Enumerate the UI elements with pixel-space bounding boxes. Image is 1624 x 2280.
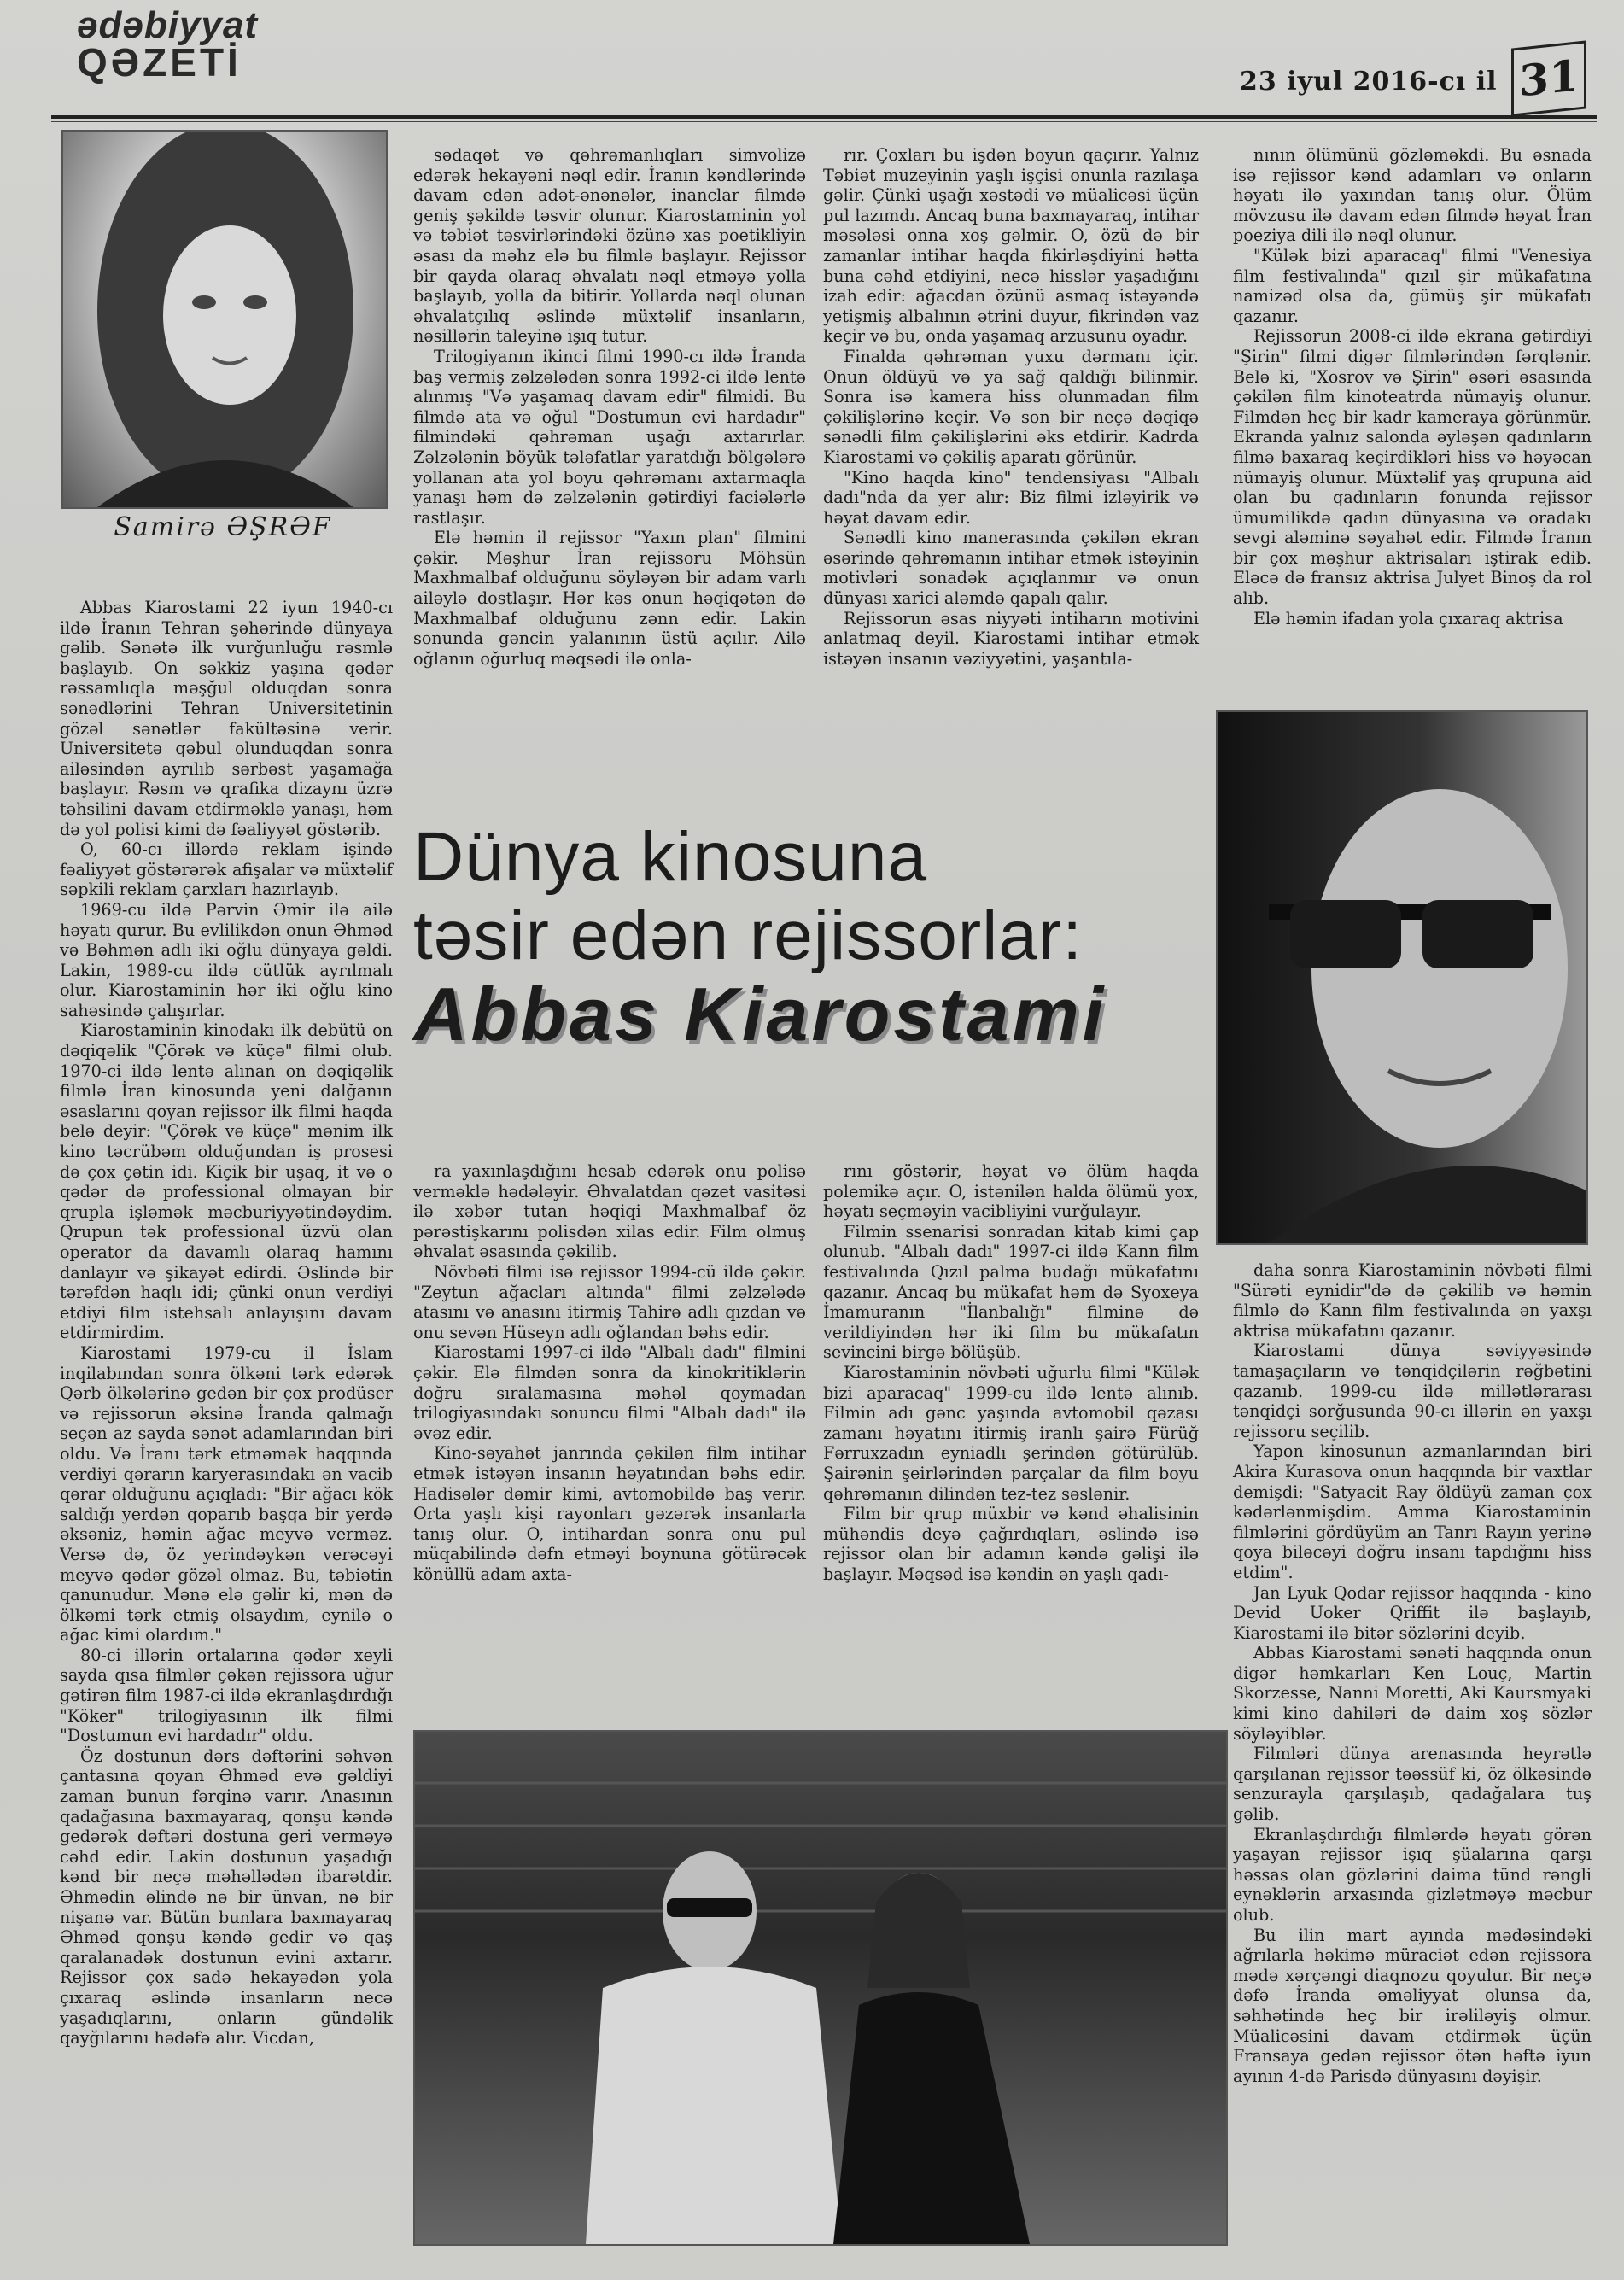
paragraph: rır. Çoxları bu işdən boyun qaçırır. Yalnız Təbiət muzeyinin yaşlı işçisi onunla razılaşa gəlir. Çünki uşağı xəstədi və müalicəsi üçün pul lazımdı. Ancaq buna baxmayaraq, intihar məsələsi onna xoş gəlmir. O, özü də bir zamanlar intihar haqda fikirləşdiyini hətta buna cəhd etdiyini, necə hisslər yaşadığını izah edir: ağacdan özünü asmaq istəyəndə yetişmiş albalının ətrini duyur, fikrindən vaz keçir və bu, onda yaşamaq arzusunu oyadır. <box>823 145 1199 347</box>
paragraph: "Külək bizi aparacaq" filmi "Venesiya film festivalında" qızıl şir mükafatına namizəd olsa da, gümüş şir mükafatı qazanır. <box>1233 245 1592 326</box>
paragraph: Elə həmin ifadan yola çıxaraq aktrisa <box>1253 608 1563 628</box>
paragraph: Ekranlaşdırdığı filmlərdə həyatı görən yaşayan rejissor işıq şüalarına qarşı həssas olan gözlərini daima tünd rəngli eynəklərin arxasında gizlətməyə məcbur olub. <box>1233 1824 1592 1925</box>
author-portrait-photo <box>61 130 388 509</box>
article-column-3-bottom <box>823 1161 1199 1584</box>
paragraph: Rejissorun 2008-ci ildə ekrana gətirdiyi "Şirin" filmi digər filmlərindən fərqlənir. Belə ki, "Xosrov və Şirin" əsəri əsasında çəkilən film kinoteatrda nümayiş olunur. Filmdən heç bir kadr kameraya görünmür. Ekranda yalnız salonda əyləşən qadınların filmə baxaraq keçirdikləri hiss və həyəcan nümayiş olunur. Müxtəlif yaş qrupuna aid olan bu qadınların fonunda rejissor ümumilikdə qadın dünyasına və oradakı sevgi aləminə səyahət edir. Filmdə İranın bir çox məşhur aktrisaları iştirak edib. Eləcə də fransız aktrisa Julyet Binoş da rol alıb. <box>1233 326 1592 609</box>
paragraph: ra yaxınlaşdığını hesab edərək onu polisə verməklə hədələyir. Əhvalatdan qəzet vasitəsi ilə xəbər tutan həqiqi Maxhmalbaf öz pərəstişkarını polisdən xilas edir. Film olmuş əhvalat əsasında çəkilib. <box>413 1161 806 1262</box>
paragraph: Öz dostunun dərs dəftərini səhvən çantasına qoyan Əhməd evə gəldiyi zaman bunun fərqinə varır. Anasının qadağasına baxmayaraq, qonşu kəndə gedərək dəftəri dostuna geri verməyə cəhd edir. Lakin dostunun yaşadığı kənd bir neçə məhəllədən ibarətdir. Əhmədin əlində nə bir ünvan, nə bir nişanə var. Bütün bunlara baxmayaraq Əhməd qonşu kəndə gedir və qaş qaralanadək dostunun evini axtarır. Rejissor çox sadə hekayədən yola çıxaraq əslində insanların necə yaşadıqlarını, onların gündəlik qayğılarını hədəfə alır. Vicdan, <box>60 1745 393 2049</box>
paragraph: Trilogiyanın ikinci filmi 1990-cı ildə İranda baş vermiş zəlzələdən sonra 1992-ci ildə lentə alınmış "Və yaşamaq davam edir" filmidi. Bu filmdə ata və oğul "Dostumun evi hardadır" filmindəki qəhrəman uşağı axtarırlar. Zəlzələnin böyük tələfatlar yaratdığı bölgələrə yollanan ata yol boyu qəhrəmanı axtarmaqla yanaşı həm də zəlzələnin gətirdiyi faciələrlə rastlaşır. <box>413 346 806 528</box>
paragraph: Yapon kinosunun azmanlarından biri Akira Kurasova onun haqqında bir vaxtlar demişdi: "Satyacit Ray öldüyü zaman çox kədərlənmişdim. Amma Kiarostaminin filmlərini gördüyüm an Tanrı Rayın yerinə qoya biləcəyi doğru insanı tapdığını hiss etdim". <box>1233 1441 1592 1582</box>
paragraph: Sənədli kino manerasında çəkilən ekran əsərində qəhrəmanın intihar etmək istəyinin motivləri sonadək açıqlanmır və onun dünyası xarici aləmdə qapalı qalır. <box>823 528 1199 609</box>
paragraph: Kiarostaminin kinodakı ilk debütü on dəqiqəlik "Çörək və küçə" filmi olub. 1970-ci ildə lentə alınan on dəqiqəlik filmlə İran kinosunda yeni dalğanın əsaslarını qoyan rejissor ilk filmi haqda belə deyir: "Çörək və küçə" mənim ilk kino təcrübəm olduğundan iş prosesi də çox çətin idi. Kiçik bir uşaq, it və o qədər də professional olmayan bir qrupla işləmək məcburiyyətindəydim. Qrupun tək professional üzvü olan operator da davamlı olaraq hamını danlayır və şikayət edirdi. Əslində bir tərəfdən haqlı idi; çünki onun verdiyi etdiyi film istehsalı anlayışını davam etdirmirdim. <box>60 1020 393 1343</box>
masthead-bottom: QƏZETİ <box>77 40 242 85</box>
paragraph: O, 60-cı illərdə reklam işində fəaliyyət göstərərək afişalar və müxtəlif səpkili reklam çarxları hazırlayıb. <box>60 839 393 900</box>
paragraph: Növbəti filmi isə rejissor 1994-cü ildə çəkir. "Zeytun ağacları altında" filmi zəlzələdə atasını və anasını itirmiş Tahirə adlı qızdan və onu sevən Hüseyn adlı oğlandan bəhs edir. <box>413 1261 806 1342</box>
kiarostami-with-actress-photo <box>413 1730 1228 2246</box>
paragraph: Elə həmin il rejissor "Yaxın plan" filmini çəkir. Məşhur İran rejissoru Möhsün Maxhmalbaf olduğunu söyləyən bir adam varlı ailəylə dostlaşır. Hər kəs onun həqiqətən də Maxhmalbaf olduğunu zənn edir. Lakin sonunda gəncin yalanının üstü açılır. Ailə oğlanın oğurluq məqsədi ilə onla- <box>413 528 806 669</box>
paragraph: Bu ilin mart ayında mədəsindəki ağrılarla həkimə müraciət edən rejissora mədə xərçəngi diaqnozu qoyulur. Bir neçə dəfə İranda əməliyyat olunsa da, səhhətində heç bir irəliləyiş olmur. Müalicəsini davam etdirmək üçün Fransaya gedən rejissor ötən həftə iyun ayının 4-də Parisdə dünyasını dəyişir. <box>1233 1925 1592 2086</box>
article-column-4-bottom <box>1233 1260 1592 2086</box>
paragraph: "Kino haqda kino" tendensiyası "Albalı dadı"nda da yer alır: Biz filmi izləyirik və həyat davam edir. <box>823 467 1199 528</box>
article-column-1 <box>60 598 393 2049</box>
paragraph: 1969-cu ildə Pərvin Əmir ilə ailə həyatı qurur. Bu evlilikdən onun Əhməd və Bəhmən adlı iki oğlu dünyaya gəldi. Lakin, 1989-cu ildə cütlük ayrılmalı olur. Kiarostaminin hər iki oğlu kino sahəsində çalışırlar. <box>60 899 393 1020</box>
paragraph: Jan Lyuk Qodar rejissor haqqında - kino Devid Uoker Qriffit ilə başlayıb, Kiarostami ilə bitər sözlərini deyib. <box>1233 1582 1592 1643</box>
paragraph: Kiarostami dünya səviyyəsində tamaşaçıların və tənqidçilərin rəğbətini qazanıb. 1999-cu ildə millətlərarası tənqidçi sorğusunda 90-cı illərin ən yaxşı rejissoru seçilib. <box>1233 1341 1592 1441</box>
paragraph: Filmləri dünya arenasında heyrətlə qarşılanan rejissor təəssüf ki, öz ölkəsində senzurayla qarşılaşıb, qadağalara tuş gəlib. <box>1233 1744 1592 1825</box>
paragraph: Rejissorun əsas niyyəti intiharın motivini anlatmaq deyil. Kiarostami intihar etmək istəyən insanın vəziyyətini, yaşantıla- <box>823 608 1199 669</box>
article-column-3-top <box>823 145 1199 669</box>
paragraph: Film bir qrup müxbir və kənd əhalisinin mühəndis deyə çağırdıqları, əslində isə rejissor olan bir adamın kəndə gəlişi ilə başlayır. Məqsəd isə kəndin ən yaşlı qadı- <box>823 1504 1199 1584</box>
header-rule-thin <box>51 121 1597 122</box>
paragraph: Filmin ssenarisi sonradan kitab kimi çap olunub. "Albalı dadı" 1997-ci ildə Kann film festivalında Qızıl palma budağı mükafatını qazanır. Ancaq bu mükafat həm də Syoxeya İmamuranın "İlanbalığı" filminə də verildiyindən hər iki film bu mükafatın sevincini birgə bölüşüb. <box>823 1221 1199 1363</box>
article-column-2-top <box>413 145 806 669</box>
masthead-top: ədəbiyyat <box>77 4 258 46</box>
paragraph: daha sonra Kiarostaminin növbəti filmi "Sürəti eynidir"də də çəkilib və həmin filmlə də Kann film festivalında ən yaxşı aktrisa mükafatını qazanır. <box>1233 1260 1592 1341</box>
issue-date: 23 iyul 2016-cı il <box>1240 67 1498 96</box>
kiarostami-portrait-photo <box>1216 710 1588 1245</box>
article-column-2-bottom <box>413 1161 806 1584</box>
paragraph: Kiarostaminin növbəti uğurlu filmi "Külək bizi aparacaq" 1999-cu ildə lentə alınıb. Filmin adı gənc yaşında avtomobil qəzası zamanı həyatını itirmiş iranlı şairə Fürüğ Fərruxzadın eyniadlı şerindən götürülüb. Şairənin şeirlərindən parçalar da film boyu qəhrəmanın dilindən tez-tez səslənir. <box>823 1362 1199 1504</box>
author-name: Samirə ƏŞRƏF <box>114 512 332 542</box>
headline-line-1: Dünya kinosuna <box>413 818 928 896</box>
masthead-logo <box>77 4 333 85</box>
paragraph: Finalda qəhrəman yuxu dərmanı içir. Onun öldüyü və ya sağ qaldığı bilinmir. Sonra isə kamera hiss olunmadan film çəkilişlərinə keçir. Və son bir neçə dəqiqə sənədli film çəkilişlərini əks etdirir. Kadrda Kiarostami və çəkiliş aparatı görünür. <box>823 346 1199 467</box>
headline-line-2: təsir edən rejissorlar: <box>413 897 1084 974</box>
paragraph: Abbas Kiarostami sənəti haqqında onun digər həmkarları Ken Louç, Martin Skorzesse, Nanni Moretti, Aki Kaursmyaki kimi kino dahiləri də daim xoş sözlər söyləyiblər. <box>1233 1643 1592 1744</box>
paragraph: Kiarostami 1979-cu il İslam inqilabından sonra ölkəni tərk edərək Qərb ölkələrinə gedən bir çox prodüser və rejissorun əksinə İranda qalmağı seçən az sayda sənət adamlarından biri oldu. Və İranı tərk etməmək haqqında verdiyi qərarın karyerasındakı ən vacib qərar olduğunu açıqladı: "Bir ağacı kök saldığı yerdən qoparıb başqa bir yerdə əksəniz, həmin ağac meyvə verməz. Versə də, öz yerindəykən verəcəyi meyvə qədər gözəl olmaz. Bu, təbiətin qanunudur. Mənə elə gəlir ki, mən də ölkəmi tərk etmiş olsaydım, eynilə o ağac kimi olardım." <box>60 1342 393 1646</box>
paragraph: 80-ci illərin ortalarına qədər xeyli sayda qısa filmlər çəkən rejissora uğur gətirən film 1987-ci ildə ekranlaşdırdığı "Köker" trilogiyasının ilk filmi "Dostumun evi hardadır" oldu. <box>60 1645 393 1746</box>
header-rule <box>51 115 1597 119</box>
page-number: 31 <box>1511 40 1586 116</box>
headline-line-3: Abbas Kiarostami <box>413 972 1107 1056</box>
paragraph: Abbas Kiarostami 22 iyun 1940-cı ildə İranın Tehran şəhərində dünyaya gəlib. Sənətə ilk vurğunluğu rəsmlə başlayıb. On səkkiz yaşına qədər rəssamlıqla məşğul olduqdan sonra sənədlərini Tehran Universitetinin gözəl sənətlər fakültəsinə verir. Universitetə qəbul olunduqdan sonra ailəsindən ayrılıb sərbəst yaşamağa başlayır. Rəsm və qrafika dizaynı üzrə təhsilini davam etdirməklə yanaşı, həm də yol polisi kimi də fəaliyyət göstərib. <box>60 598 393 839</box>
paragraph: nının ölümünü gözləməkdi. Bu əsnada isə rejissor kənd adamları və onların həyatı ilə yaxından tanış olur. Ölüm mövzusu ilə davam edən filmdə həyat İran poeziya dili ilə nəql olunur. <box>1233 145 1592 246</box>
paragraph: rını göstərir, həyat və ölüm haqda polemikə açır. O, istənilən halda ölümü yox, həyatı seçməyin vacibliyini vurğulayır. <box>823 1161 1199 1222</box>
paragraph: sədaqət və qəhrəmanlıqları simvolizə edərək hekayəni nəql edir. İranın kəndlərində davam edən adət-ənənələr, inanclar filmdə geniş şəkildə təsvir olunur. Kiarostaminin yol və təbiət təsvirlərindəki özünə xas poetikliyin əsası da məhz elə bu filmlə başlayır. Rejissor bir qayda olaraq əhvalatı nəql etməyə yolla başlayıb, yolla da bitirir. Yollarda nəql olunan əhvalatçılıq əslində müxtəlif insanların, nəsillərin taleyinə işıq tutur. <box>413 145 806 347</box>
article-headline <box>413 818 1207 1054</box>
paragraph: Kiarostami 1997-ci ildə "Albalı dadı" filmini çəkir. Elə filmdən sonra da kinokritiklərin doğru sıralamasına məhəl qoymadan trilogiyasındakı sonuncu filmi "Albalı dadı" ilə əvəz edir. <box>413 1342 806 1443</box>
article-column-4-top <box>1233 145 1592 628</box>
paragraph: Kino-səyahət janrında çəkilən film intihar etmək istəyən insanın həyatından bəhs edir. Hadisələr dəmir kimi, avtomobildə baş verir. Orta yaşlı kişi rayonları gəzərək insanlarla tanış olur. O, intihardan sonra onu pul müqabilində dəfn etməyi boynuna götürəcək könüllü adam axta- <box>413 1443 806 1584</box>
